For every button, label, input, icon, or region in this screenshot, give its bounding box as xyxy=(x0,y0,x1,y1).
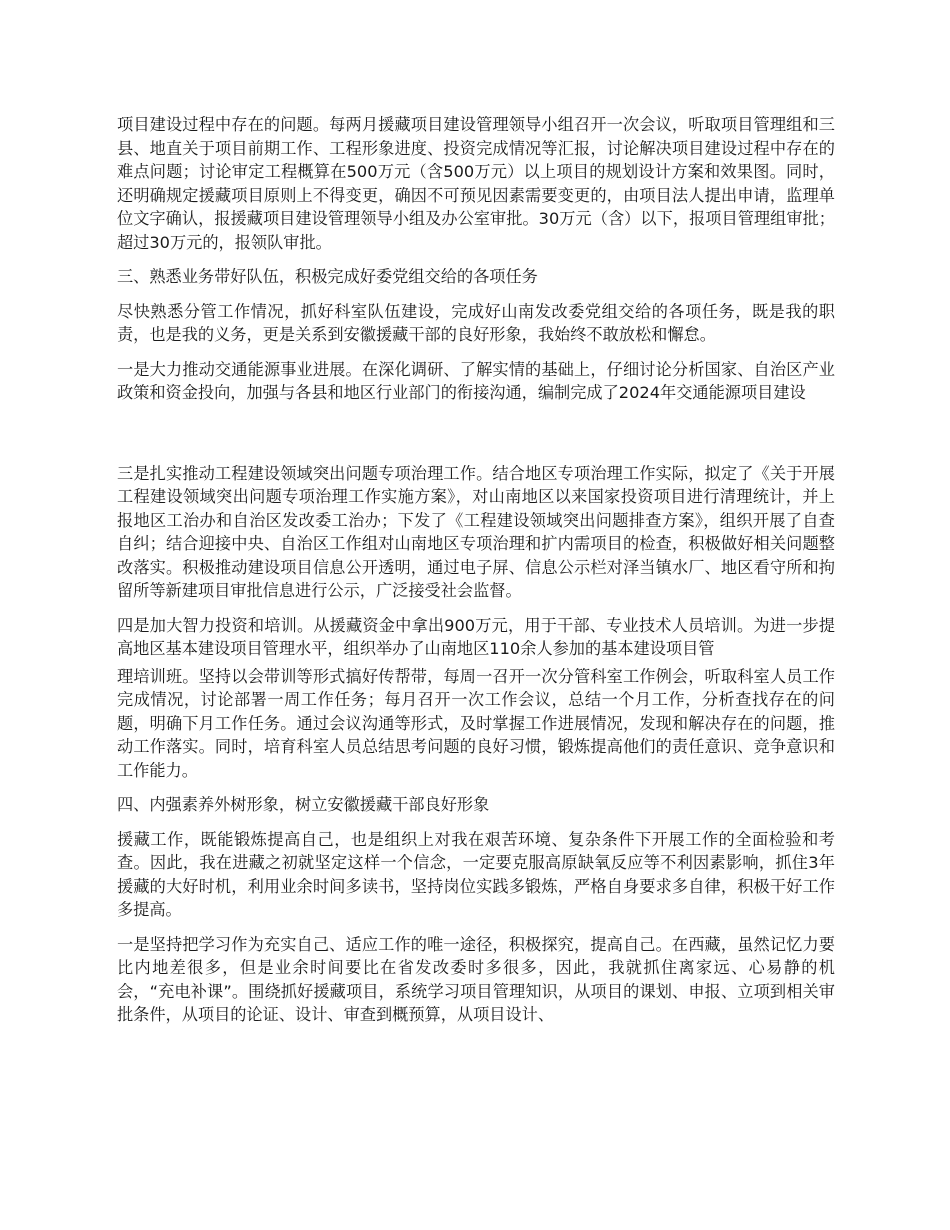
document-page xyxy=(117,113,835,1038)
paragraph-special-governance: 三是扎实推动工程建设领域突出问题专项治理工作。结合地区专项治理工作实际，拟定了《关于开展工程建设领域突出问题专项治理工作实施方案》，对山南地区以来国家投资项目进行清理统计，并上报地区工治办和自治区发改委工治办；下发了《工程建设领域突出问题排查方案》，组织开展了自查自纠；结合迎接中央、自治区工作组对山南地区专项治理和扩内需项目的检查，积极做好相关问题整改落实。积极推动建设项目信息公开透明，通过电子屏、信息公示栏对泽当镇水厂、地区看守所和拘留所等新建项目审批信息进行公示，广泛接受社会监督。 xyxy=(117,463,835,600)
paragraph-intellectual-investment: 四是加大智力投资和培训。从援藏资金中拿出900万元，用于干部、专业技术人员培训。为进一步提高地区基本建设项目管理水平，组织举办了山南地区110余人参加的基本建设项目管 xyxy=(117,615,835,658)
paragraph-familiar-work: 尽快熟悉分管工作情况，抓好科室队伍建设，完成好山南发改委党组交给的各项任务，既是我的职责，也是我的义务，更是关系到安徽援藏干部的良好形象，我始终不敢放松和懈怠。 xyxy=(117,301,835,344)
paragraph-aid-tibet-work: 援藏工作，既能锻炼提高自己，也是组织上对我在艰苦环境、复杂条件下开展工作的全面检验和考查。因此，我在进藏之初就坚定这样一个信念，一定要克服高原缺氧反应等不利因素影响，抓住3年援藏的大好时机，利用业余时间多读书，坚持岗位实践多锻炼，严格自身要求多自律，积极干好工作多提高。 xyxy=(117,829,835,919)
paragraph-training-class: 理培训班。坚持以会带训等形式搞好传帮带，每周一召开一次分管科室工作例会，听取科室人员工作完成情况，讨论部署一周工作任务；每月召开一次工作会议，总结一个月工作，分析查找存在的问题，明确下月工作任务。通过会议沟通等形式，及时掌握工作进展情况，发现和解决存在的问题，推动工作落实。同时，培育科室人员总结思考问题的良好习惯，锻炼提高他们的责任意识、竞争意识和工作能力。 xyxy=(117,666,835,780)
paragraph-project-problems: 项目建设过程中存在的问题。每两月援藏项目建设管理领导小组召开一次会议，听取项目管理组和三县、地直关于项目前期工作、工程形象进度、投资完成情况等汇报，讨论解决项目建设过程中存在的难点问题；讨论审定工程概算在500万元（含500万元）以上项目的规划设计方案和效果图。同时，还明确规定援藏项目原则上不得变更，确因不可预见因素需要变更的，由项目法人提出申请，监理单位文字确认，报援藏项目建设管理领导小组及办公室审批。30万元（含）以下，报项目管理组审批；超过30万元的，报领队审批。 xyxy=(117,115,835,252)
section-heading-three: 三、熟悉业务带好队伍，积极完成好委党组交给的各项任务 xyxy=(117,267,538,286)
paragraph-study: 一是坚持把学习作为充实自己、适应工作的唯一途径，积极探究，提高自己。在西藏，虽然记忆力要比内地差很多，但是业余时间要比在省发改委时多很多，因此，我就抓住离家远、心易静的机会，“充电补课”。围绕抓好援藏项目，系统学习项目管理知识，从项目的课划、申报、立项到相关审批条件，从项目的论证、设计、审查到概预算，从项目设计、 xyxy=(117,934,835,1024)
paragraph-transport-energy: 一是大力推动交通能源事业进展。在深化调研、了解实情的基础上，仔细讨论分析国家、自治区产业政策和资金投向，加强与各县和地区行业部门的衔接沟通，编制完成了2024年交通能源项目建设 xyxy=(117,359,835,402)
section-heading-four: 四、内强素养外树形象，树立安徽援藏干部良好形象 xyxy=(117,795,490,814)
page-gap xyxy=(117,416,835,462)
